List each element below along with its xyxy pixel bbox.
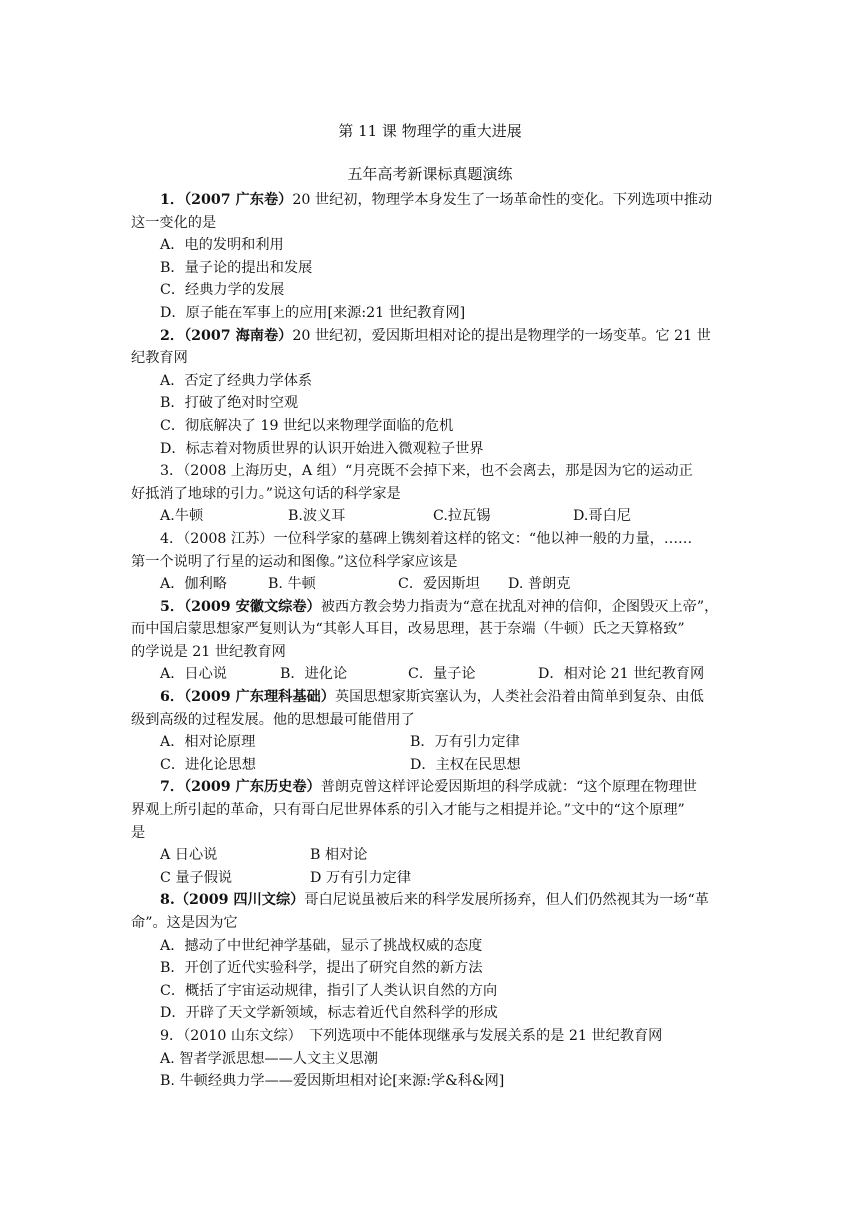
option: B．量子论的提出和发展	[160, 259, 313, 276]
option: A．伽利略	[160, 576, 227, 593]
question-stem-cont: 第一个说明了行星的运动和图像。”这位科学家应该是	[131, 553, 458, 570]
option: D 万有引力定律	[310, 869, 412, 886]
option: A．相对论原理	[160, 734, 256, 751]
question-stem: 5．（2009 安徽文综卷）被西方教会势力指责为“意在扰乱对神的信仰，企图毁灭上帝”，	[160, 598, 719, 615]
option-row	[131, 844, 731, 867]
option: A．电的发明和利用	[160, 237, 284, 254]
option: D．主权在民思想	[410, 756, 521, 773]
option-row	[131, 663, 731, 686]
question-stem: 7．（2009 广东历史卷）普朗克曾这样评论爱因斯坦的科学成就：“这个原理在物理世	[160, 779, 697, 796]
option: D．相对论 21 世纪教育网	[538, 666, 705, 683]
option: D. 普朗克	[508, 576, 571, 593]
question-stem-cont: 这一变化的是	[131, 214, 217, 231]
option: C．经典力学的发展	[160, 282, 285, 299]
question-list	[131, 189, 731, 1093]
option: A．日心说	[160, 666, 227, 683]
question-stem: 1．（2007 广东卷）20 世纪初，物理学本身发生了一场革命性的变化。下列选项中推动	[160, 192, 713, 208]
question-stem-cont: 而中国启蒙思想家严复则认为“其彰人耳目，改易思理，甚于奈端（牛顿）氏之天算格致”	[131, 621, 685, 638]
section-subtitle: 五年高考新课标真题演练	[347, 165, 513, 183]
option-row	[131, 867, 731, 890]
option: C.拉瓦锡	[433, 508, 491, 525]
option: C．爱因斯坦	[398, 576, 480, 593]
option: B. 牛顿经典力学——爱因斯坦相对论[来源:学&科&网]	[160, 1073, 505, 1090]
question-stem-cont: 纪教育网	[131, 350, 188, 367]
question-stem-cont: 级到高级的过程发展。他的思想最可能借用了	[131, 711, 415, 728]
option-row	[131, 505, 731, 528]
question-stem-cont: 界观上所引起的革命，只有哥白尼世界体系的引入才能与之相提并论。”文中的“这个原理”	[131, 802, 685, 819]
question-stem-cont: 命”。这是因为它	[131, 915, 238, 931]
option: A．否定了经典力学体系	[160, 372, 313, 389]
option: B．进化论	[280, 666, 348, 683]
option: A．撼动了中世纪神学基础，显示了挑战权威的态度	[160, 937, 483, 954]
option: B.波义耳	[288, 508, 346, 525]
option: C．进化论思想	[160, 756, 256, 773]
question-stem-cont: 好抵消了地球的引力。”说这句话的科学家是	[131, 485, 401, 502]
option: D．开辟了天文学新领域，标志着近代自然科学的形成	[160, 1005, 498, 1022]
option: D．原子能在军事上的应用[来源:21 世纪教育网]	[160, 304, 466, 321]
question-stem: 2．（2007 海南卷）20 世纪初，爱因斯坦相对论的提出是物理学的一场变革。它 21 世	[160, 327, 711, 344]
question-stem-cont: 是	[131, 824, 146, 841]
option: B．万有引力定律	[410, 734, 520, 751]
option: C 量子假说	[160, 869, 233, 886]
option: D．标志着对物质世界的认识开始进入微观粒子世界	[160, 440, 484, 457]
option: A.牛顿	[160, 508, 204, 525]
option-row	[131, 573, 731, 596]
option: C．概括了宇宙运动规律，指引了人类认识自然的方向	[160, 982, 498, 999]
question-stem-cont: 的学说是 21 世纪教育网	[131, 643, 286, 660]
option: A. 智者学派思想——人文主义思潮	[160, 1050, 378, 1067]
question-stem: 9．（2010 山东文综） 下列选项中不能体现继承与发展关系的是 21 世纪教育网	[160, 1027, 663, 1044]
option: D.哥白尼	[573, 508, 631, 525]
option: A 日心说	[160, 847, 218, 864]
option: B．打破了绝对时空观	[160, 395, 299, 412]
question-stem: 8.（2009 四川文综）哥白尼说虽被后来的科学发展所扬弃，但人们仍然视其为一场“革	[160, 892, 709, 909]
option: B. 牛顿	[268, 576, 316, 593]
option: C．彻底解决了 19 世纪以来物理学面临的危机	[160, 417, 454, 434]
option: B．开创了近代实验科学，提出了研究自然的新方法	[160, 960, 483, 977]
lesson-title: 第 11 课 物理学的重大进展	[338, 122, 522, 140]
question-stem: 6．（2009 广东理科基础）英国思想家斯宾塞认为，人类社会沿着由简单到复杂、由低	[160, 689, 704, 706]
option: C．量子论	[408, 666, 476, 683]
option-row	[131, 731, 731, 754]
question-stem: 4．（2008 江苏）一位科学家的墓碑上镌刻着这样的铭文：“他以神一般的力量，……	[160, 530, 693, 547]
option-row	[131, 754, 731, 777]
question-stem: 3．（2008 上海历史，A 组）“月亮既不会掉下来，也不会离去，那是因为它的运动正	[160, 463, 693, 480]
option: B 相对论	[310, 847, 368, 864]
